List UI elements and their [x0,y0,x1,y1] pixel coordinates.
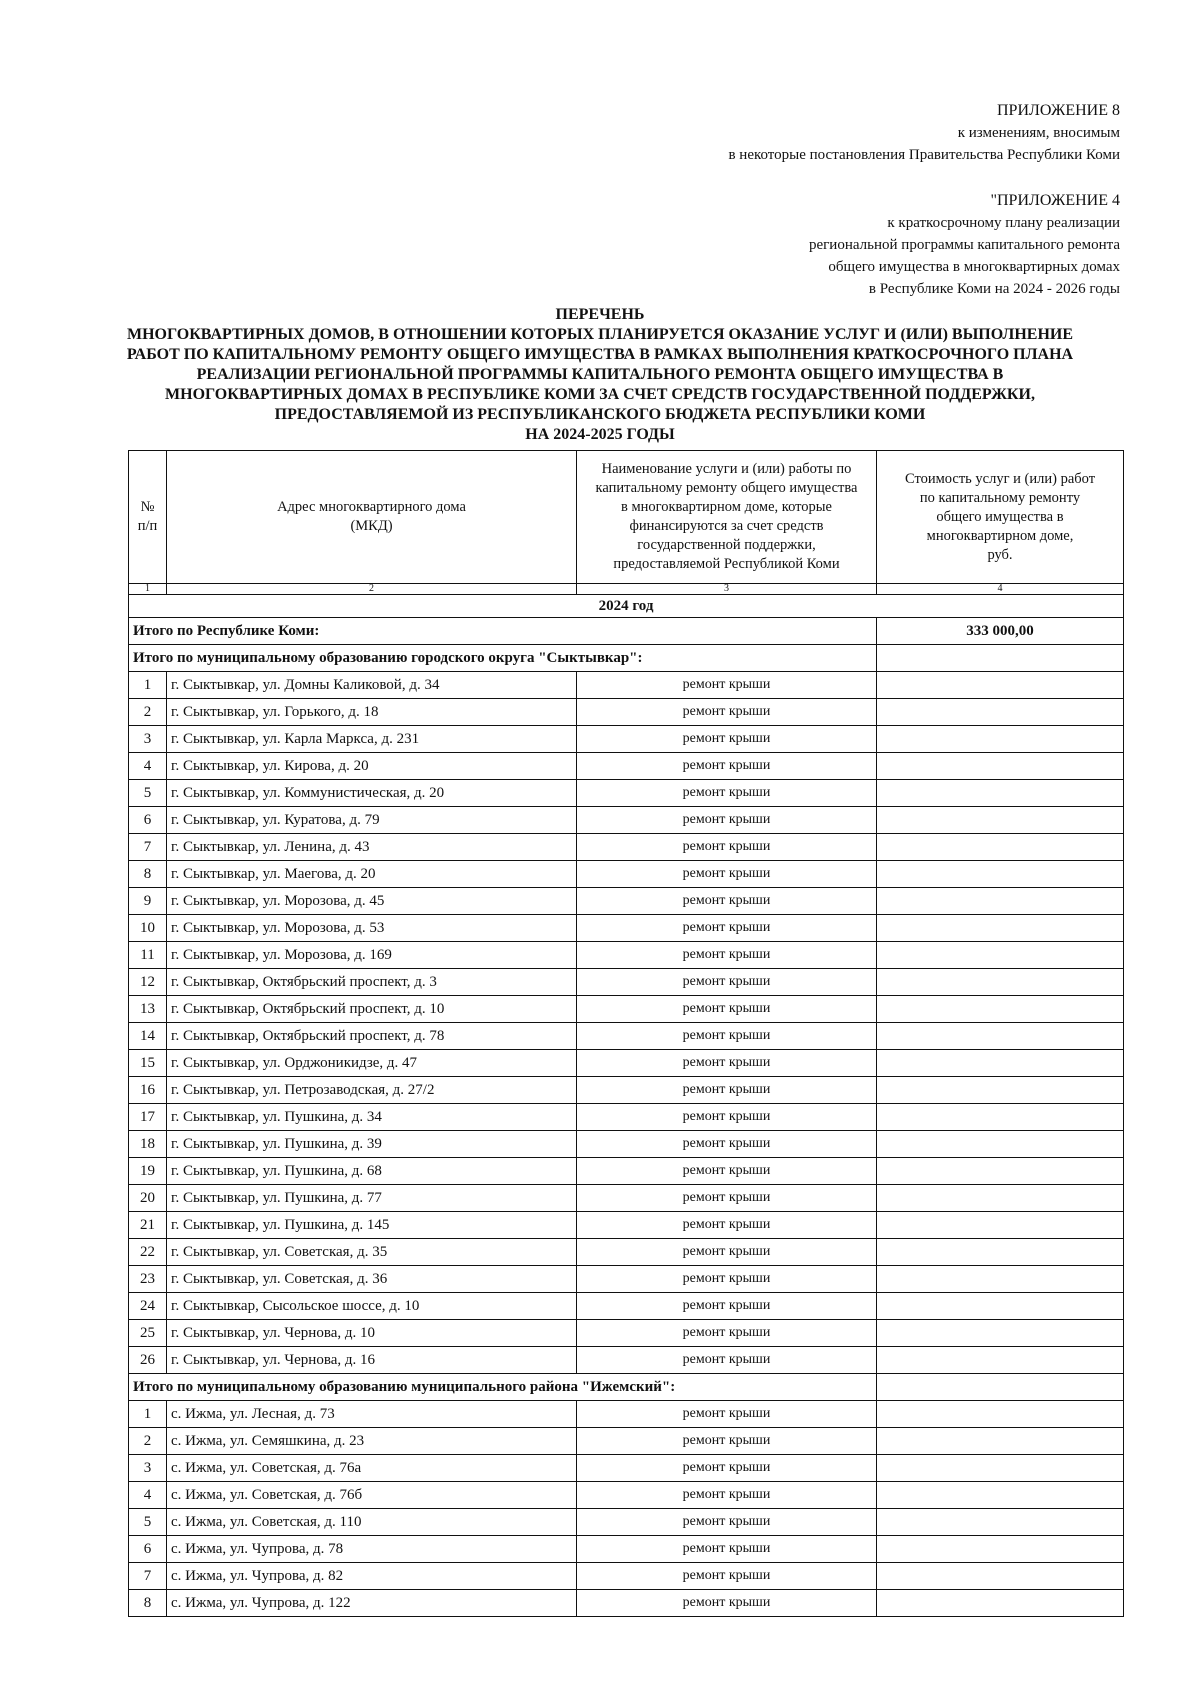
row-address: с. Ижма, ул. Чупрова, д. 82 [167,1563,577,1590]
row-cost [877,726,1124,753]
row-cost [877,1023,1124,1050]
row-service: ремонт крыши [577,1401,877,1428]
header-text: предоставляемой Республикой Коми [613,556,840,572]
appendix-8-line: к изменениям, вносимым [957,125,1120,141]
row-address: г. Сыктывкар, ул. Советская, д. 35 [167,1239,577,1266]
row-cost [877,699,1124,726]
row-number: 22 [129,1239,167,1266]
table-row [129,1428,1124,1455]
row-cost [877,1536,1124,1563]
table-row [129,942,1124,969]
row-address: г. Сыктывкар, ул. Пушкина, д. 77 [167,1185,577,1212]
row-cost [877,1104,1124,1131]
row-address: г. Сыктывкар, ул. Куратова, д. 79 [167,807,577,834]
row-number: 5 [129,780,167,807]
total-republic-label: Итого по Республике Коми: [129,618,877,645]
row-service: ремонт крыши [577,1158,877,1185]
row-number: 19 [129,1158,167,1185]
table-row [129,915,1124,942]
header-service [577,451,877,584]
row-number: 2 [129,1428,167,1455]
row-number: 6 [129,807,167,834]
group-total-row [129,1374,1124,1401]
row-service: ремонт крыши [577,780,877,807]
row-address: г. Сыктывкар, ул. Морозова, д. 169 [167,942,577,969]
row-address: г. Сыктывкар, ул. Чернова, д. 16 [167,1347,577,1374]
row-number: 18 [129,1131,167,1158]
row-number: 15 [129,1050,167,1077]
column-number: 2 [167,584,577,595]
row-cost [877,1509,1124,1536]
row-address: с. Ижма, ул. Советская, д. 110 [167,1509,577,1536]
title-line: ПЕРЕЧЕНЬ [555,306,645,323]
row-service: ремонт крыши [577,1428,877,1455]
header-number [129,451,167,584]
row-address: с. Ижма, ул. Семяшкина, д. 23 [167,1428,577,1455]
row-service: ремонт крыши [577,942,877,969]
table-row [129,1536,1124,1563]
table-row [129,1590,1124,1617]
row-cost [877,861,1124,888]
row-service: ремонт крыши [577,861,877,888]
header-text: п/п [137,518,158,534]
table-row [129,1293,1124,1320]
row-address: г. Сыктывкар, ул. Морозова, д. 45 [167,888,577,915]
table-row [129,1050,1124,1077]
table-row [129,1482,1124,1509]
row-service: ремонт крыши [577,1563,877,1590]
row-address: г. Сыктывкар, Октябрьский проспект, д. 10 [167,996,577,1023]
row-cost [877,672,1124,699]
title-line: МНОГОКВАРТИРНЫХ ДОМАХ В РЕСПУБЛИКЕ КОМИ ЗА СЧЕТ СРЕДСТВ ГОСУДАРСТВЕННОЙ ПОДДЕРЖКИ, [165,386,1035,403]
table-row [129,1158,1124,1185]
table-row [129,1266,1124,1293]
appendix-4-line: к краткосрочному плану реализации [887,215,1120,231]
table-row [129,1401,1124,1428]
row-number: 12 [129,969,167,996]
row-cost [877,1563,1124,1590]
row-cost [877,996,1124,1023]
houses-table [128,450,1124,1617]
row-service: ремонт крыши [577,1023,877,1050]
header-cost [877,451,1124,584]
row-cost [877,1158,1124,1185]
row-service: ремонт крыши [577,1266,877,1293]
row-address: с. Ижма, ул. Лесная, д. 73 [167,1401,577,1428]
row-service: ремонт крыши [577,1293,877,1320]
table-row [129,1239,1124,1266]
header-text: руб. [987,546,1013,563]
row-number: 2 [129,699,167,726]
row-service: ремонт крыши [577,1320,877,1347]
row-number: 26 [129,1347,167,1374]
header-text: Стоимость услуг и (или) работ [904,470,1096,487]
column-number-row [129,584,1124,595]
row-address: г. Сыктывкар, ул. Карла Маркса, д. 231 [167,726,577,753]
title-line: НА 2024-2025 ГОДЫ [525,426,675,443]
total-republic-value: 333 000,00 [877,618,1124,645]
row-address: г. Сыктывкар, ул. Кирова, д. 20 [167,753,577,780]
row-cost [877,753,1124,780]
appendix-8-header [728,100,1120,166]
column-number: 4 [877,584,1124,595]
row-cost [877,1428,1124,1455]
title-line: ПРЕДОСТАВЛЯЕМОЙ ИЗ РЕСПУБЛИКАНСКОГО БЮДЖЕТА РЕСПУБЛИКИ КОМИ [274,406,926,423]
row-number: 20 [129,1185,167,1212]
column-number: 3 [577,584,877,595]
row-service: ремонт крыши [577,1509,877,1536]
table-row [129,807,1124,834]
table-row [129,1023,1124,1050]
table-row [129,1131,1124,1158]
row-cost [877,1185,1124,1212]
table-row [129,753,1124,780]
row-service: ремонт крыши [577,1212,877,1239]
row-service: ремонт крыши [577,1104,877,1131]
appendix-8-title: ПРИЛОЖЕНИЕ 8 [996,102,1120,119]
table-row [129,1104,1124,1131]
header-text: многоквартирном доме, [926,527,1074,544]
row-address: с. Ижма, ул. Чупрова, д. 78 [167,1536,577,1563]
row-address: г. Сыктывкар, ул. Орджоникидзе, д. 47 [167,1050,577,1077]
row-service: ремонт крыши [577,996,877,1023]
group-value [877,1374,1124,1401]
table-row [129,1185,1124,1212]
appendix-4-line: в Республике Коми на 2024 - 2026 годы [868,281,1120,297]
row-number: 16 [129,1077,167,1104]
row-cost [877,1482,1124,1509]
table-row [129,699,1124,726]
table-row [129,834,1124,861]
appendix-4-title: "ПРИЛОЖЕНИЕ 4 [990,192,1120,209]
row-cost [877,807,1124,834]
total-republic-row [129,618,1124,645]
row-cost [877,888,1124,915]
row-cost [877,1077,1124,1104]
row-service: ремонт крыши [577,1455,877,1482]
table-row [129,1212,1124,1239]
row-address: г. Сыктывкар, ул. Пушкина, д. 34 [167,1104,577,1131]
row-number: 10 [129,915,167,942]
row-number: 13 [129,996,167,1023]
row-service: ремонт крыши [577,1590,877,1617]
header-text: № [140,499,155,515]
table-row [129,1077,1124,1104]
row-number: 25 [129,1320,167,1347]
row-service: ремонт крыши [577,915,877,942]
row-number: 24 [129,1293,167,1320]
row-number: 9 [129,888,167,915]
document-title [100,305,1100,445]
row-number: 1 [129,1401,167,1428]
header-text: в многоквартирном доме, которые [621,499,832,515]
table-row [129,1320,1124,1347]
row-address: г. Сыктывкар, ул. Домны Каликовой, д. 34 [167,672,577,699]
row-service: ремонт крыши [577,1347,877,1374]
header-text: общего имущества в [936,508,1064,525]
row-service: ремонт крыши [577,1482,877,1509]
appendix-4-header [809,190,1120,300]
row-cost [877,1266,1124,1293]
appendix-8-line: в некоторые постановления Правительства Республики Коми [728,147,1120,163]
row-service: ремонт крыши [577,969,877,996]
row-service: ремонт крыши [577,699,877,726]
header-text: государственной поддержки, [637,537,816,553]
table-header-row [129,451,1124,584]
group-total-row [129,645,1124,672]
row-address: г. Сыктывкар, ул. Горького, д. 18 [167,699,577,726]
appendix-4-line: общего имущества в многоквартирных домах [828,259,1120,275]
row-number: 4 [129,1482,167,1509]
row-number: 21 [129,1212,167,1239]
row-service: ремонт крыши [577,1239,877,1266]
row-number: 3 [129,726,167,753]
row-service: ремонт крыши [577,1185,877,1212]
row-cost [877,969,1124,996]
row-number: 17 [129,1104,167,1131]
row-service: ремонт крыши [577,888,877,915]
row-number: 8 [129,861,167,888]
appendix-4-line: региональной программы капитального ремонта [809,237,1120,253]
row-cost [877,1293,1124,1320]
row-address: г. Сыктывкар, ул. Морозова, д. 53 [167,915,577,942]
row-number: 7 [129,834,167,861]
table-row [129,861,1124,888]
header-text: Адрес многоквартирного дома [277,499,466,515]
title-line: РАБОТ ПО КАПИТАЛЬНОМУ РЕМОНТУ ОБЩЕГО ИМУЩЕСТВА В РАМКАХ ВЫПОЛНЕНИЯ КРАТКОСРОЧНОГО ПЛАНА [126,346,1074,363]
header-text: по капитальному ремонту [919,489,1081,506]
header-text: Наименование услуги и (или) работы по [601,461,852,477]
row-number: 14 [129,1023,167,1050]
row-cost [877,1239,1124,1266]
row-address: г. Сыктывкар, ул. Пушкина, д. 39 [167,1131,577,1158]
row-service: ремонт крыши [577,753,877,780]
row-address: с. Ижма, ул. Чупрова, д. 122 [167,1590,577,1617]
row-number: 5 [129,1509,167,1536]
table-row [129,1509,1124,1536]
row-address: г. Сыктывкар, Октябрьский проспект, д. 3 [167,969,577,996]
row-address: г. Сыктывкар, ул. Пушкина, д. 145 [167,1212,577,1239]
row-service: ремонт крыши [577,834,877,861]
row-address: г. Сыктывкар, ул. Чернова, д. 10 [167,1320,577,1347]
row-address: г. Сыктывкар, ул. Советская, д. 36 [167,1266,577,1293]
row-address: г. Сыктывкар, ул. Ленина, д. 43 [167,834,577,861]
row-service: ремонт крыши [577,672,877,699]
header-text: финансируются за счет средств [629,518,824,534]
table-row [129,780,1124,807]
row-number: 7 [129,1563,167,1590]
title-line: МНОГОКВАРТИРНЫХ ДОМОВ, В ОТНОШЕНИИ КОТОРЫХ ПЛАНИРУЕТСЯ ОКАЗАНИЕ УСЛУГ И (ИЛИ) ВЫПОЛНЕНИЕ [126,326,1073,343]
row-cost [877,1212,1124,1239]
row-number: 6 [129,1536,167,1563]
table-row [129,726,1124,753]
header-text: капитальному ремонту общего имущества [595,480,858,496]
year-label: 2024 год [129,595,1124,618]
row-address: г. Сыктывкар, Октябрьский проспект, д. 78 [167,1023,577,1050]
table-row [129,888,1124,915]
row-address: г. Сыктывкар, Сысольское шоссе, д. 10 [167,1293,577,1320]
row-cost [877,915,1124,942]
row-number: 3 [129,1455,167,1482]
row-number: 8 [129,1590,167,1617]
header-text: (МКД) [350,518,393,534]
row-cost [877,942,1124,969]
row-service: ремонт крыши [577,1536,877,1563]
row-service: ремонт крыши [577,1077,877,1104]
row-cost [877,1455,1124,1482]
row-cost [877,1590,1124,1617]
title-line: РЕАЛИЗАЦИИ РЕГИОНАЛЬНОЙ ПРОГРАММЫ КАПИТАЛЬНОГО РЕМОНТА ОБЩЕГО ИМУЩЕСТВА В [196,366,1004,383]
table-row [129,672,1124,699]
group-label-syktyvkar: Итого по муниципальному образованию городского округа "Сыктывкар": [129,645,877,672]
row-number: 23 [129,1266,167,1293]
row-number: 4 [129,753,167,780]
row-number: 11 [129,942,167,969]
row-service: ремонт крыши [577,726,877,753]
row-service: ремонт крыши [577,1131,877,1158]
table-row [129,1563,1124,1590]
group-value [877,645,1124,672]
header-address [167,451,577,584]
row-cost [877,1131,1124,1158]
row-cost [877,834,1124,861]
row-service: ремонт крыши [577,807,877,834]
row-address: г. Сыктывкар, ул. Коммунистическая, д. 20 [167,780,577,807]
row-address: с. Ижма, ул. Советская, д. 76б [167,1482,577,1509]
table-row [129,996,1124,1023]
table-row [129,1347,1124,1374]
table-row [129,1455,1124,1482]
row-cost [877,780,1124,807]
table-row [129,969,1124,996]
row-cost [877,1401,1124,1428]
row-cost [877,1320,1124,1347]
row-service: ремонт крыши [577,1050,877,1077]
row-number: 1 [129,672,167,699]
column-number: 1 [129,584,167,595]
row-cost [877,1050,1124,1077]
group-label: Итого по муниципальному образованию муниципального района "Ижемский": [129,1374,877,1401]
row-address: г. Сыктывкар, ул. Маегова, д. 20 [167,861,577,888]
year-row [129,595,1124,618]
row-address: с. Ижма, ул. Советская, д. 76а [167,1455,577,1482]
row-address: г. Сыктывкар, ул. Петрозаводская, д. 27/2 [167,1077,577,1104]
row-cost [877,1347,1124,1374]
row-address: г. Сыктывкар, ул. Пушкина, д. 68 [167,1158,577,1185]
